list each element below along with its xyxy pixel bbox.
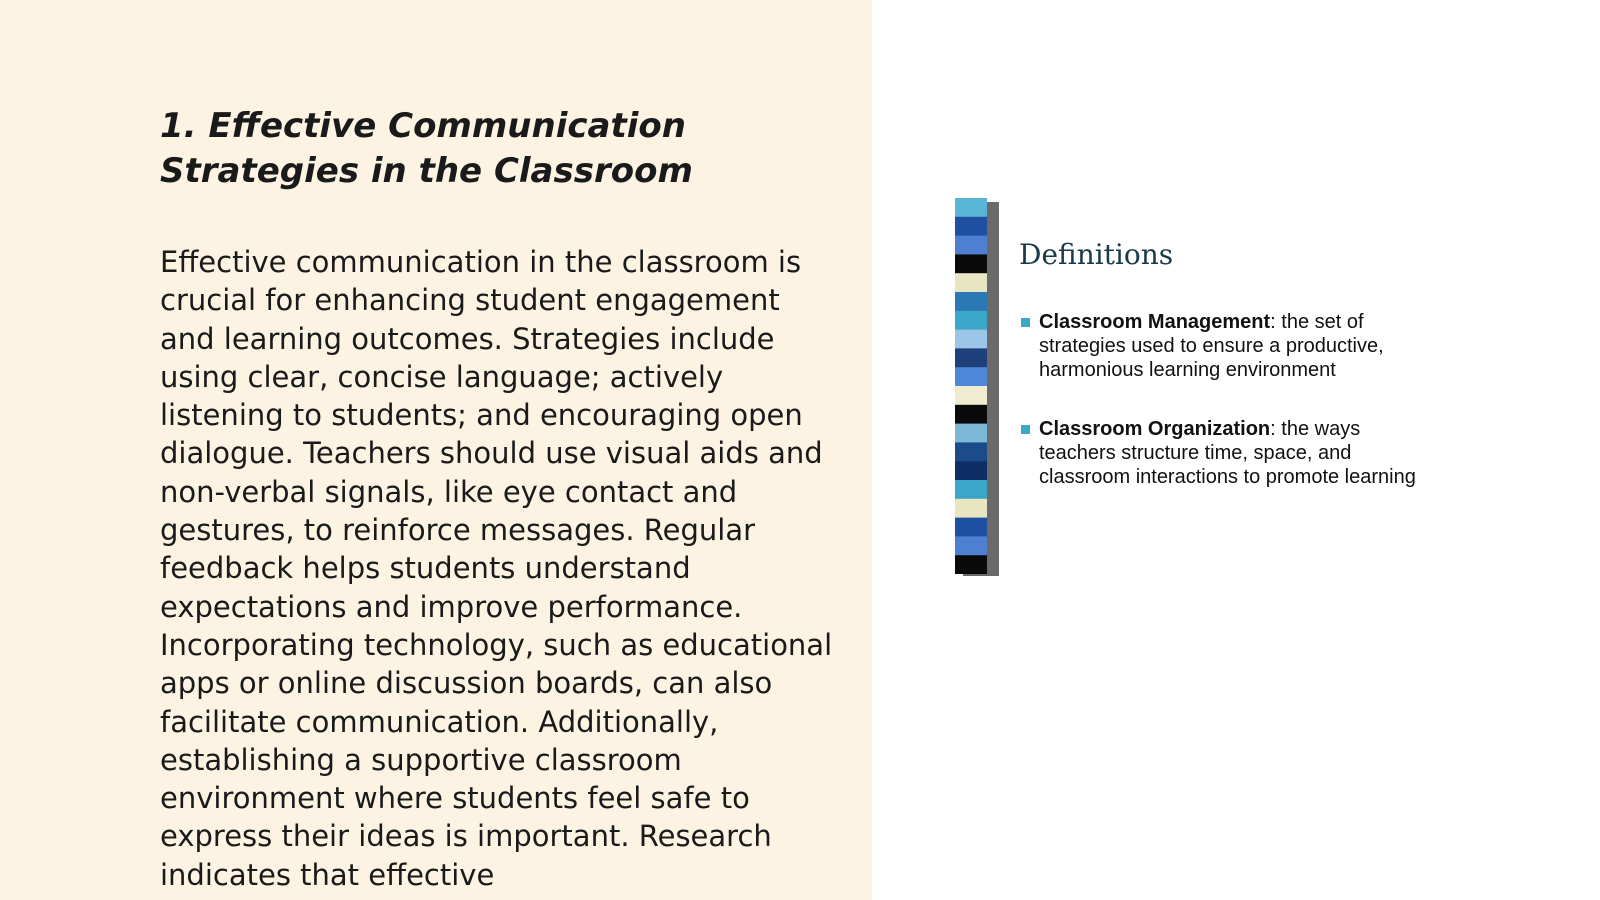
definitions-slide-image bbox=[955, 198, 1435, 578]
stripe-segment bbox=[955, 217, 987, 236]
stripe-segment bbox=[955, 555, 987, 574]
stripe-segment bbox=[955, 405, 987, 424]
decorative-stripe-bar bbox=[955, 198, 995, 574]
definition-text: : the set of strategies used to ensure a productive, harmonious learning environment bbox=[1039, 311, 1384, 381]
stripe-segment bbox=[955, 254, 987, 273]
definitions-heading: Definitions bbox=[1019, 238, 1174, 271]
stripe-segment bbox=[955, 424, 987, 443]
definition-term: Classroom Management bbox=[1039, 311, 1271, 333]
stripe-segment bbox=[955, 198, 987, 217]
stripe-segment bbox=[955, 536, 987, 555]
stripe-segment bbox=[955, 292, 987, 311]
stripe-segment bbox=[955, 518, 987, 537]
stripe-segment bbox=[955, 480, 987, 499]
definition-item bbox=[1039, 417, 1439, 489]
square-bullet-icon bbox=[1021, 425, 1030, 434]
stripe-segment bbox=[955, 311, 987, 330]
definition-term: Classroom Organization bbox=[1039, 418, 1271, 440]
stripe-segment bbox=[955, 348, 987, 367]
stripe-segment bbox=[955, 273, 987, 292]
stripe-pattern-graphic bbox=[955, 198, 995, 574]
stripe-segment bbox=[955, 386, 987, 405]
square-bullet-icon bbox=[1021, 318, 1030, 327]
stripe-segment bbox=[955, 499, 987, 518]
definition-item bbox=[1039, 310, 1439, 382]
stripe-segment bbox=[955, 330, 987, 349]
stripe-segment bbox=[955, 442, 987, 461]
slide-body-text: Effective communication in the classroom is crucial for enhancing student engagement and learning outcomes. Strategies include using clear, concise language; actively listening to students; and encouraging open dialogue. Teachers should use visual aids and non-verbal signals, like eye contact and gestures, to reinforce messages. Regular feedback helps students understand expectations and improve performance. Incorporating technology, such as educational apps or online discussion boards, can also facilitate communication. Additionally, establishing a supportive classroom environment where students feel safe to express their ideas is important. Research indicates that effective bbox=[160, 245, 833, 892]
stripe-segment bbox=[955, 461, 987, 480]
definition-text: : the ways teachers structure time, space, and classroom interactions to promote learning bbox=[1039, 418, 1416, 488]
stripe-segment bbox=[955, 367, 987, 386]
slide-title: 1. Effective Communication Strategies in the Classroom bbox=[160, 106, 693, 191]
stripe-segment bbox=[955, 236, 987, 255]
